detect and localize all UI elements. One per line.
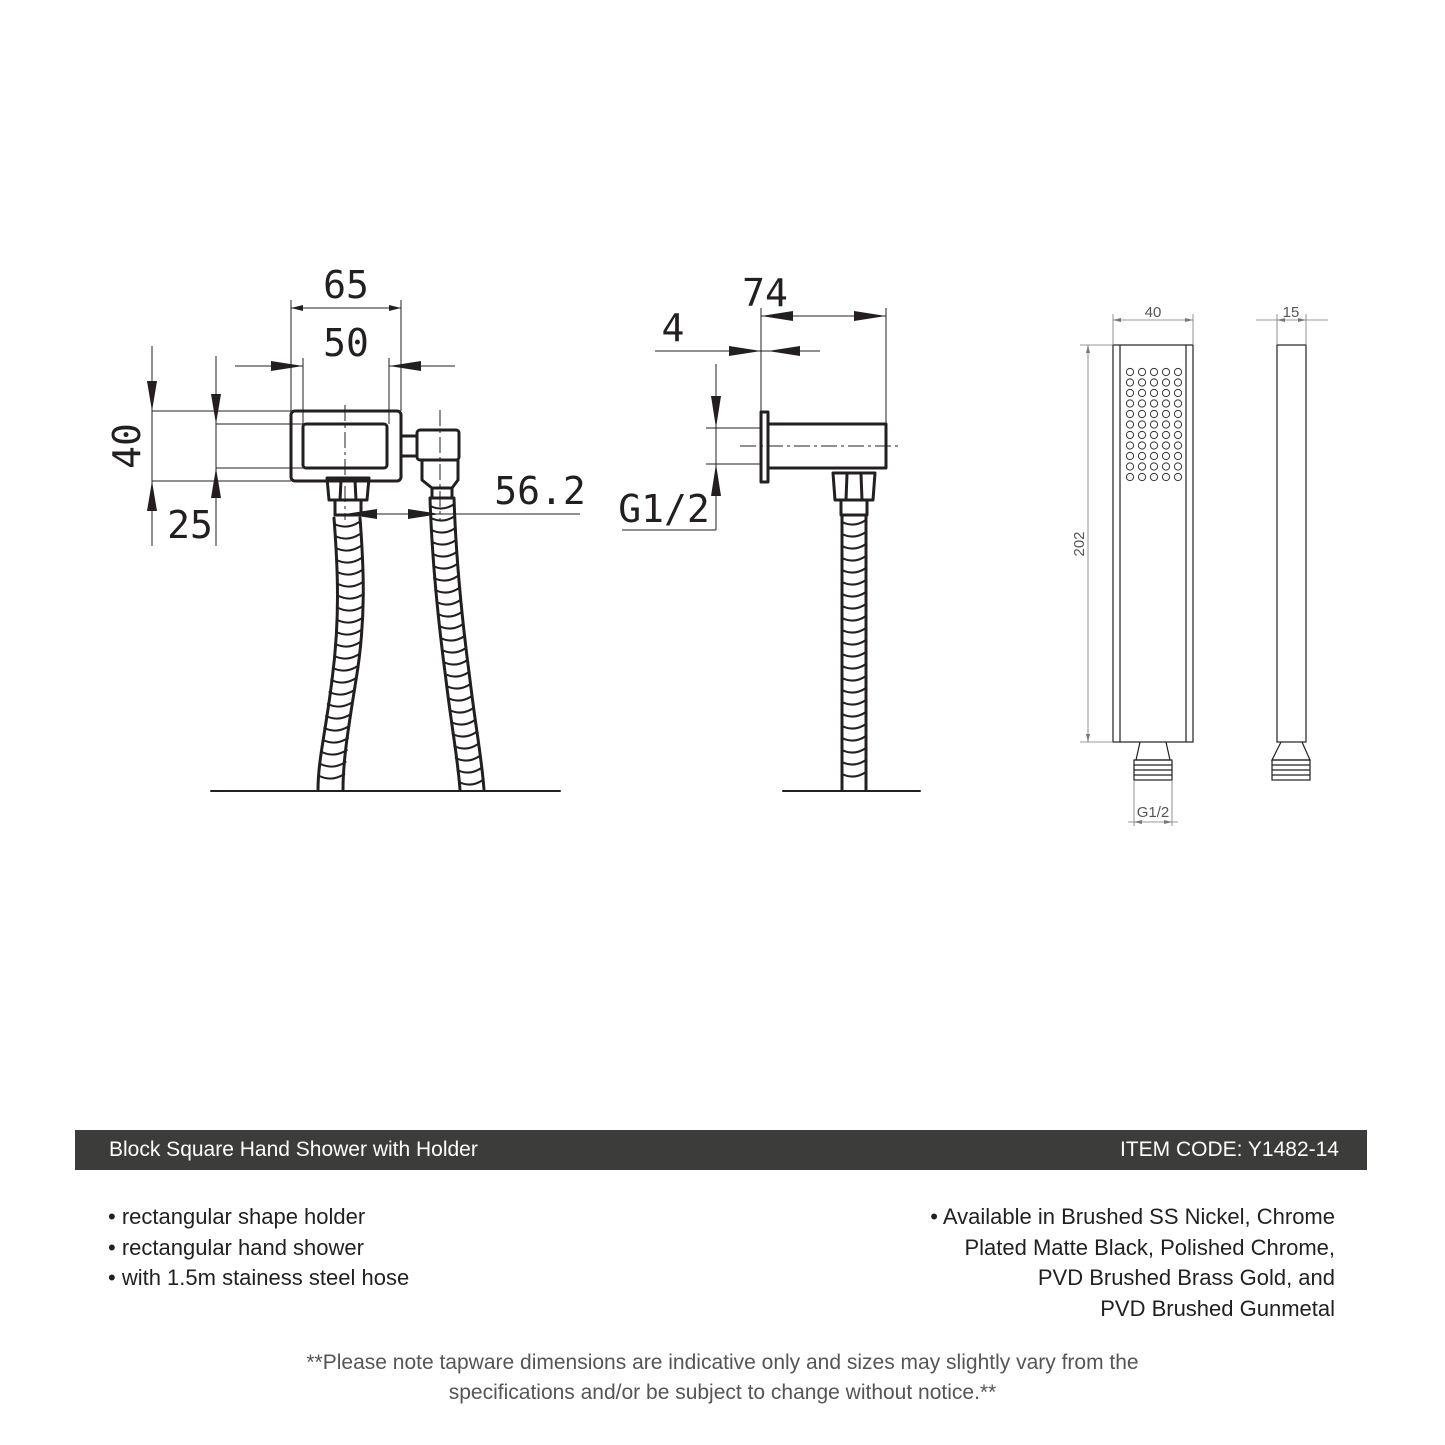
dim-depth: 74 — [742, 271, 788, 315]
dim-shower-thickness: 15 — [1282, 304, 1300, 321]
hand-shower-neck — [1136, 742, 1170, 760]
dim-height: 40 — [105, 423, 149, 469]
feature-list-left — [108, 1202, 409, 1294]
finish-line: PVD Brushed Gunmetal — [1100, 1295, 1335, 1321]
wall-outlet-stem — [432, 488, 452, 498]
disclaimer-line: specifications and/or be subject to change without notice.** — [448, 1381, 997, 1404]
product-name: Block Square Hand Shower with Holder — [109, 1138, 478, 1161]
dim-shower-width: 40 — [1144, 304, 1162, 321]
dim-shower-length: 202 — [1071, 531, 1088, 557]
holder-body — [291, 411, 401, 481]
spray-nozzles — [1126, 368, 1181, 480]
dim-inner-height: 25 — [167, 503, 213, 547]
holder-elbow — [401, 436, 417, 456]
feature-item: • rectangular shape holder — [108, 1204, 366, 1229]
wall-outlet-head — [417, 430, 459, 460]
feature-item: • with 1.5m stainess steel hose — [108, 1265, 410, 1290]
finish-line: PVD Brushed Brass Gold, and — [1037, 1265, 1335, 1290]
item-code: ITEM CODE: Y1482-14 — [1119, 1138, 1339, 1161]
side-view — [618, 271, 920, 791]
dim-thread-side: G1/2 — [618, 487, 710, 531]
hose-left — [318, 518, 338, 790]
finish-availability — [930, 1202, 1335, 1324]
disclaimer-line: **Please note tapware dimensions are indicative only and sizes may slightly vary from the — [306, 1351, 1139, 1374]
hand-shower-side — [1256, 304, 1328, 780]
dim-shower-thread: G1/2 — [1136, 804, 1170, 821]
front-view — [105, 263, 586, 791]
dim-overall-width: 65 — [323, 263, 369, 307]
hand-shower-front — [1071, 304, 1193, 826]
dim-inner-width: 50 — [323, 321, 369, 365]
disclaimer — [0, 1348, 1445, 1408]
finish-line: Plated Matte Black, Polished Chrome, — [964, 1234, 1335, 1260]
hose-side-coils — [842, 520, 866, 777]
feature-item: • rectangular hand shower — [108, 1234, 364, 1260]
dim-flange: 4 — [661, 306, 685, 350]
hose-left-coils — [319, 522, 363, 779]
dim-offset: 56.2 — [494, 469, 586, 513]
hand-shower-profile — [1277, 345, 1306, 742]
title-bar — [75, 1130, 1367, 1170]
hose-nut-side — [833, 473, 875, 500]
finish-line: • Available in Brushed SS Nickel, Chrome — [930, 1204, 1335, 1229]
